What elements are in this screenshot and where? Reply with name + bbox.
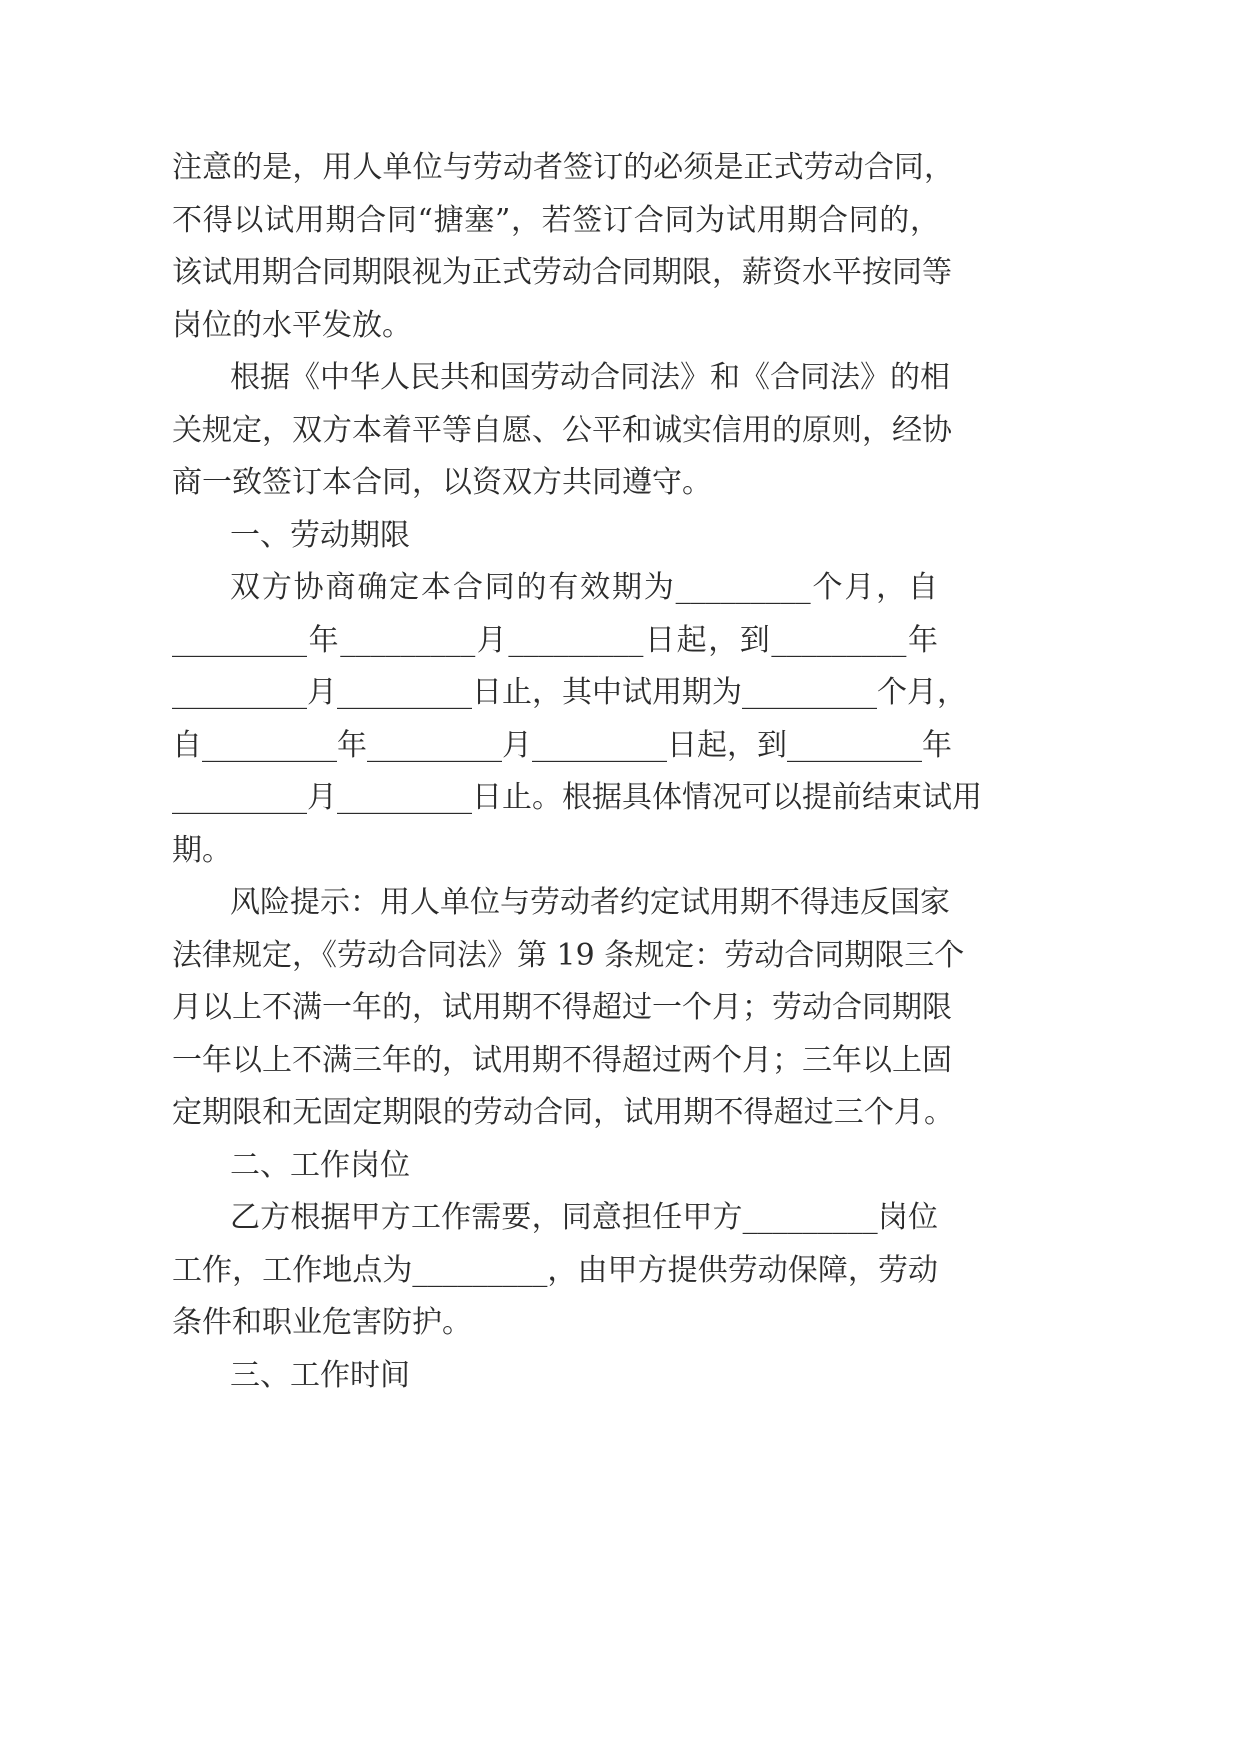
text-line	[0, 1083, 1241, 1143]
line-text: _________月_________日止，其中试用期为_________个月，	[172, 675, 967, 710]
text-line	[0, 926, 1241, 986]
line-text: 法律规定，《劳动合同法》第 19 条规定：劳动合同期限三个	[172, 938, 965, 973]
line-text: 关规定，双方本着平等自愿、公平和诚实信用的原则，经协	[172, 413, 952, 448]
text-line	[0, 663, 1241, 723]
text-line	[0, 1241, 1241, 1301]
line-text: 定期限和无固定期限的劳动合同，试用期不得超过三个月。	[172, 1095, 954, 1130]
text-line	[0, 768, 1241, 828]
text-line	[0, 138, 1241, 198]
text-line	[0, 716, 1241, 776]
paragraph-first-line	[0, 558, 1241, 618]
text-line	[0, 243, 1241, 303]
section-heading	[0, 506, 1241, 566]
line-text: 岗位的水平发放。	[172, 308, 412, 343]
line-text: 风险提示：用人单位与劳动者约定试用期不得违反国家	[230, 885, 950, 920]
line-text: 注意的是，用人单位与劳动者签订的必须是正式劳动合同，	[172, 150, 954, 185]
section-heading	[0, 1136, 1241, 1196]
line-text: 根据《中华人民共和国劳动合同法》和《合同法》的相	[230, 360, 950, 395]
line-text: 该试用期合同期限视为正式劳动合同期限，薪资水平按同等	[172, 255, 952, 290]
line-text: 不得以试用期合同“搪塞”，若签订合同为试用期合同的，	[172, 203, 940, 238]
text-line	[0, 453, 1241, 513]
line-text: _________年_________月_________日起，到_________年	[172, 623, 938, 658]
line-text: 工作，工作地点为_________，由甲方提供劳动保障，劳动	[172, 1253, 938, 1288]
paragraph-first-line	[0, 873, 1241, 933]
line-text: 一年以上不满三年的，试用期不得超过两个月；三年以上固	[172, 1043, 952, 1078]
text-line	[0, 401, 1241, 461]
line-text: 双方协商确定本合同的有效期为_________个月，自	[230, 570, 938, 605]
paragraph-first-line	[0, 348, 1241, 408]
text-line	[0, 978, 1241, 1038]
text-line	[0, 191, 1241, 251]
line-text: 月以上不满一年的，试用期不得超过一个月；劳动合同期限	[172, 990, 952, 1025]
section-heading	[0, 1346, 1241, 1406]
section-heading-text: 三、工作时间	[230, 1358, 410, 1393]
paragraph-first-line	[0, 1188, 1241, 1248]
text-line	[0, 1293, 1241, 1353]
line-text: 商一致签订本合同，以资双方共同遵守。	[172, 465, 712, 500]
line-text: 条件和职业危害防护。	[172, 1305, 472, 1340]
line-text: 乙方根据甲方工作需要，同意担任甲方_________岗位	[230, 1200, 938, 1235]
line-text: _________月_________日止。根据具体情况可以提前结束试用	[172, 780, 982, 815]
section-heading-text: 一、劳动期限	[230, 518, 410, 553]
line-text: 期。	[172, 833, 232, 868]
text-line	[0, 821, 1241, 881]
text-line	[0, 296, 1241, 356]
section-heading-text: 二、工作岗位	[230, 1148, 410, 1183]
line-text: 自_________年_________月_________日起，到_________年	[172, 728, 952, 763]
text-line	[0, 1031, 1241, 1091]
text-line	[0, 611, 1241, 671]
